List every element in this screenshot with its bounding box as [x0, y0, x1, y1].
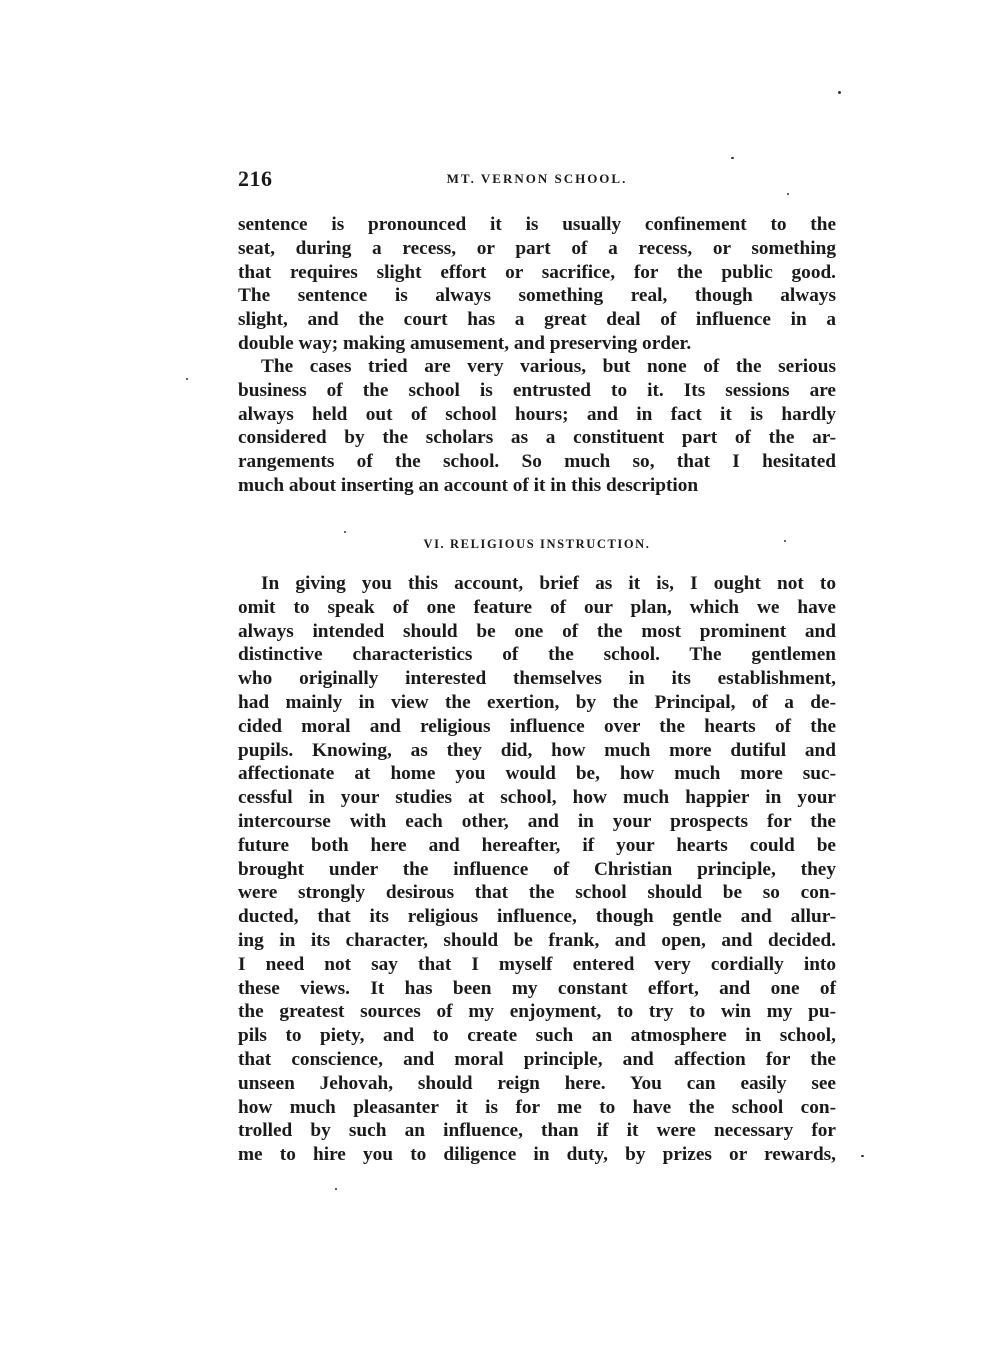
scan-speck — [861, 1155, 864, 1157]
text-line: The cases tried are very various, but none of the serious — [261, 356, 836, 377]
scan-speck — [335, 1188, 337, 1190]
running-head: MT. VERNON SCHOOL. — [446, 171, 628, 186]
text-line: were strongly desirous that the school should be so con- — [238, 882, 836, 904]
section-heading: VI. RELIGIOUS INSTRUCTION. — [423, 537, 651, 551]
text-line: intercourse with each other, and in your prospects for the — [238, 810, 836, 832]
text-line: the greatest sources of my enjoyment, to try to win my pu- — [238, 1001, 836, 1023]
text-line: The sentence is always something real, though always — [238, 285, 836, 307]
paragraph-cases-tried — [238, 355, 836, 498]
scan-speck — [787, 193, 789, 195]
text-line: ducted, that its religious influence, though gentle and allur- — [238, 906, 836, 928]
text-line: these views. It has been my constant effort, and one of — [238, 977, 836, 999]
text-line: In giving you this account, brief as it is, I ought not to — [261, 573, 836, 594]
text-line: pils to piety, and to create such an atmosphere in school, — [238, 1025, 836, 1047]
paragraph-religious-instruction — [238, 572, 836, 1167]
text-line: sentence is pronounced it is usually confinement to the — [238, 214, 836, 235]
scan-speck — [186, 378, 188, 380]
text-line: cided moral and religious influence over the hearts of the — [238, 715, 836, 737]
text-line: ing in its character, should be frank, and open, and decided. — [238, 929, 836, 951]
text-line: seat, during a recess, or part of a recess, or something — [238, 237, 836, 259]
text-line: slight, and the court has a great deal of influence in a — [238, 309, 836, 331]
text-line: double way; making amusement, and preserving order. — [238, 332, 692, 354]
text-line: business of the school is entrusted to it. Its sessions are — [238, 379, 836, 401]
text-line: had mainly in view the exertion, by the Principal, of a de- — [238, 691, 836, 713]
text-line: cessful in your studies at school, how much happier in your — [238, 787, 836, 809]
text-line: that conscience, and moral principle, and affection for the — [238, 1048, 836, 1070]
scan-speck — [784, 540, 786, 542]
text-line: always held out of school hours; and in fact it is hardly — [238, 403, 836, 425]
scan-speck — [344, 531, 346, 533]
text-line: trolled by such an influence, than if it were necessary for — [238, 1120, 836, 1142]
text-line: how much pleasanter it is for me to have the school con- — [238, 1096, 836, 1118]
text-line: who originally interested themselves in its establishment, — [238, 668, 836, 690]
scan-speck — [838, 91, 841, 94]
text-line: distinctive characteristics of the school. The gentlemen — [238, 644, 836, 666]
text-line: unseen Jehovah, should reign here. You can easily see — [238, 1072, 836, 1094]
page-header — [238, 166, 836, 196]
page-number: 216 — [238, 166, 273, 191]
text-line: that requires slight effort or sacrifice, for the public good. — [238, 261, 836, 283]
text-line: future both here and hereafter, if your hearts could be — [238, 834, 836, 856]
text-line: brought under the influence of Christian principle, they — [238, 858, 836, 880]
scan-speck — [731, 157, 734, 159]
text-line: always intended should be one of the most prominent and — [238, 620, 836, 642]
text-line: I need not say that I myself entered very cordially into — [238, 953, 836, 975]
text-line: rangements of the school. So much so, that I hesitated — [238, 451, 836, 473]
paragraph-continuation — [238, 213, 836, 356]
text-line: affectionate at home you would be, how much more suc- — [238, 763, 836, 785]
text-line: considered by the scholars as a constituent part of the ar- — [238, 427, 836, 449]
text-line: omit to speak of one feature of our plan, which we have — [238, 596, 836, 618]
text-line: much about inserting an account of it in this description — [238, 474, 699, 496]
text-line: pupils. Knowing, as they did, how much more dutiful and — [238, 739, 836, 761]
text-line: me to hire you to diligence in duty, by prizes or rewards, — [238, 1144, 836, 1166]
